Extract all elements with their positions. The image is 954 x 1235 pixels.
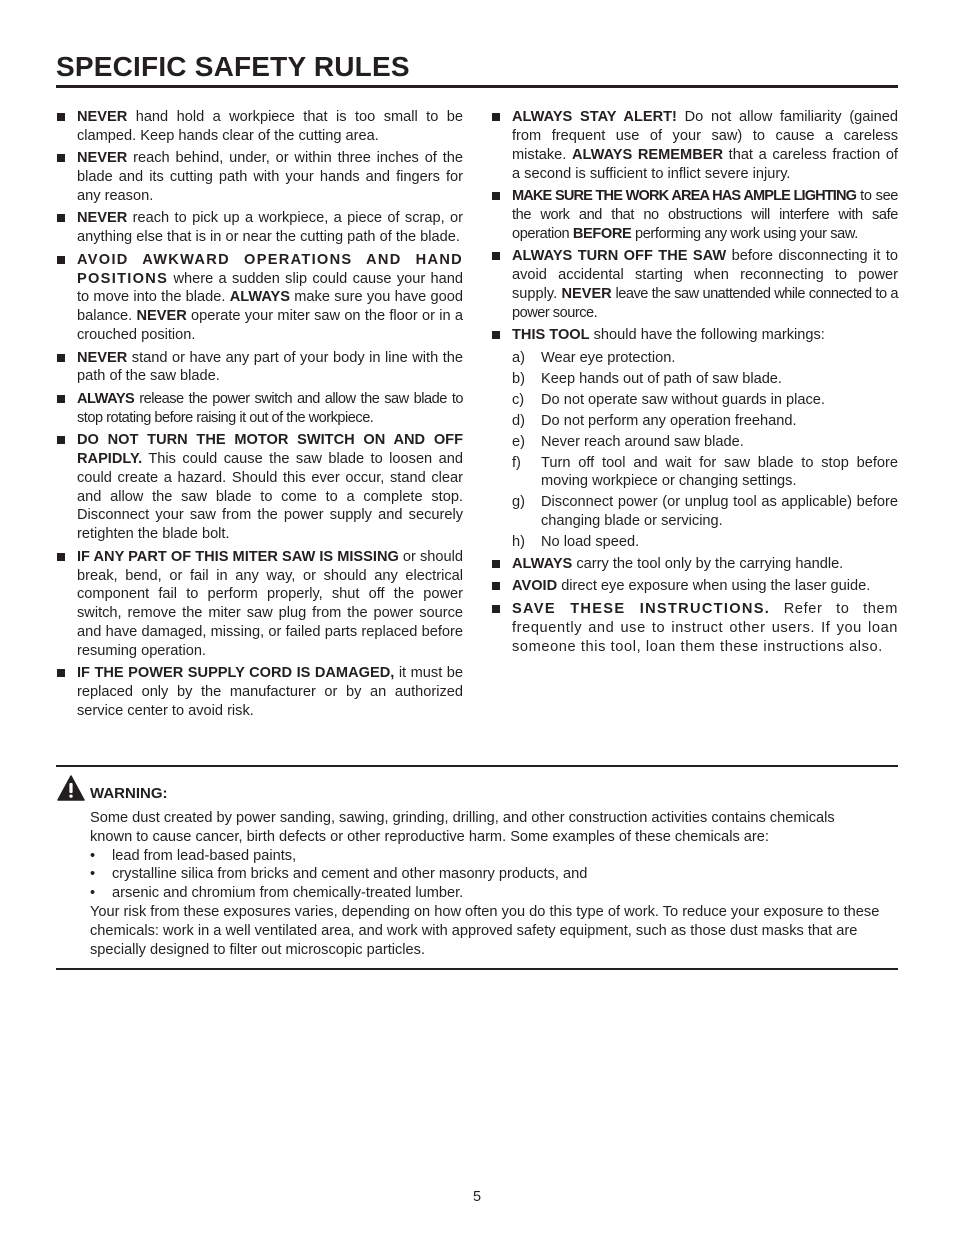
marking-text: Do not perform any operation freehand. xyxy=(541,412,797,429)
rule-text: leave the saw unattended while connected to a power source. xyxy=(512,285,898,321)
rule-text: hand hold a workpiece that is too small to be clamped. Keep hands clear of the cutting area. xyxy=(77,109,463,144)
rule-lead: MAKE SURE THE WORK AREA HAS AMPLE LIGHTING xyxy=(512,187,857,204)
marking-label: g) xyxy=(512,494,525,511)
marking-label: a) xyxy=(512,349,525,366)
marking-item xyxy=(512,454,898,492)
rule-text: it must be replaced only by the manufacturer or by an authorized service center to avoid risk. xyxy=(77,665,463,720)
marking-text: Wear eye protection. xyxy=(541,349,676,366)
rule-text: performing any work using your saw. xyxy=(631,225,858,242)
rule-lead: THIS TOOL xyxy=(512,327,590,344)
rule-text: This could cause the saw blade to loosen and could create a hazard. Should this ever occur, stand clear and allow the saw blade to come to a complete stop. Disconnect your saw from the power supply and securely retighten the blade bolt. xyxy=(77,450,463,543)
rule-lead: SAVE THESE INSTRUCTIONS. xyxy=(512,600,771,617)
rule-item xyxy=(56,209,463,247)
rule-text: to see the work and that no obstructions will interfere with safe operation xyxy=(512,187,898,242)
marking-item xyxy=(512,533,898,552)
rule-lead-secondary: NEVER xyxy=(561,285,612,302)
markings-list xyxy=(491,349,898,552)
rule-item xyxy=(56,664,463,721)
square-bullet-icon xyxy=(57,154,65,162)
marking-text: No load speed. xyxy=(541,534,640,551)
rule-lead: AVOID AWKWARD OPERATIONS AND HAND POSITIONS xyxy=(77,251,463,287)
list-item xyxy=(90,865,880,884)
warning-intro: Some dust created by power sanding, sawing, grinding, drilling, and other construction activities contains chemicals known to cause cancer, birth defects or other reproductive harm. Some examples of these chemicals are: xyxy=(90,810,835,845)
warning-examples xyxy=(90,847,880,903)
square-bullet-icon xyxy=(492,560,500,568)
marking-item xyxy=(512,433,898,452)
rule-item xyxy=(491,247,898,322)
rule-text: reach behind, under, or within three inches of the blade and its cutting path with your hands and fingers for any reason. xyxy=(77,150,463,204)
marking-text: Disconnect power (or unplug tool as applicable) before changing blade or servicing. xyxy=(541,494,898,530)
square-bullet-icon xyxy=(492,582,500,590)
marking-item xyxy=(512,493,898,531)
rule-lead: DO NOT TURN THE MOTOR SWITCH ON AND OFF RAPIDLY. xyxy=(77,432,463,467)
rule-item xyxy=(56,149,463,206)
rule-text: carry the tool only by the carrying handle. xyxy=(572,556,844,572)
rule-item xyxy=(491,555,898,574)
bullet-dot-icon: • xyxy=(90,847,96,864)
rule-item xyxy=(56,349,463,387)
rule-text: before disconnecting it to avoid accidental starting when reconnecting to power supply. xyxy=(512,248,898,302)
rule-item xyxy=(56,548,463,661)
square-bullet-icon xyxy=(57,669,65,677)
warning-label: WARNING: xyxy=(90,785,168,802)
page-title: SPECIFIC SAFETY RULES xyxy=(56,51,410,82)
example-text: arsenic and chromium from chemically-treated lumber. xyxy=(112,885,464,902)
warning-top-rule xyxy=(56,765,898,767)
square-bullet-icon xyxy=(492,331,500,339)
marking-text: Do not operate saw without guards in place. xyxy=(541,391,825,408)
marking-text: Never reach around saw blade. xyxy=(541,433,744,450)
rule-lead: IF THE POWER SUPPLY CORD IS DAMAGED, xyxy=(77,665,395,682)
marking-label: e) xyxy=(512,433,525,450)
square-bullet-icon xyxy=(57,113,65,121)
rule-text: Do not allow familiarity (gained from frequent use of your saw) to cause a careless mistake. xyxy=(512,109,899,163)
right-column xyxy=(491,108,898,660)
rule-item xyxy=(56,108,463,146)
rule-item xyxy=(491,600,898,657)
square-bullet-icon xyxy=(492,605,500,613)
marking-item xyxy=(512,391,898,410)
marking-label: f) xyxy=(512,454,521,471)
rule-lead-secondary: BEFORE xyxy=(572,225,632,242)
rule-item xyxy=(491,577,898,596)
marking-label: c) xyxy=(512,391,525,408)
rule-lead: NEVER xyxy=(77,210,128,227)
rule-lead: NEVER xyxy=(77,150,128,167)
rule-text: stand or have any part of your body in line with the path of the saw blade. xyxy=(77,349,463,385)
rule-text: should have the following markings: xyxy=(589,327,825,344)
marking-label: h) xyxy=(512,534,525,551)
rule-text: or should break, bend, or fail in any way, or should any electrical component fail to perform properly, shut off the power switch, remove the miter saw plug from the power source and have damaged, missing, or failed parts replaced before resuming operation. xyxy=(77,548,463,659)
list-item xyxy=(90,884,880,903)
rule-lead: ALWAYS xyxy=(512,556,573,572)
square-bullet-icon xyxy=(492,113,500,121)
warning-bottom-rule xyxy=(56,968,898,970)
warning-outro: Your risk from these exposures varies, depending on how often you do this type of work. To reduce your exposure to these chemicals: work in a well ventilated area, and work with approved safety equipment, such as those dust masks that are specially designed to filter out microscopic particles. xyxy=(90,903,880,958)
example-text: lead from lead-based paints, xyxy=(112,847,297,864)
rule-text: direct eye exposure when using the laser guide. xyxy=(557,578,871,595)
bullet-dot-icon: • xyxy=(90,866,96,883)
rule-text: reach to pick up a workpiece, a piece of scrap, or anything else that is in or near the cutting path of the blade. xyxy=(77,210,463,246)
rule-item xyxy=(491,326,898,345)
marking-item xyxy=(512,412,898,431)
marking-text: Keep hands out of path of saw blade. xyxy=(541,370,782,387)
bullet-dot-icon: • xyxy=(90,885,96,902)
rule-lead: ALWAYS TURN OFF THE SAW xyxy=(512,248,727,265)
square-bullet-icon xyxy=(57,256,65,264)
example-text: crystalline silica from bricks and cement and other masonry products, and xyxy=(112,866,588,883)
rule-lead: IF ANY PART OF THIS MITER SAW IS MISSING xyxy=(77,548,399,565)
square-bullet-icon xyxy=(492,252,500,260)
square-bullet-icon xyxy=(57,395,65,403)
rule-text: Refer to them frequently and use to instruct other users. If you loan someone this tool, loan them these instructions also. xyxy=(512,600,898,655)
rule-item xyxy=(56,390,463,428)
marking-item xyxy=(512,370,898,389)
rule-text: release the power switch and allow the saw blade to stop rotating before raising it out of the workpiece. xyxy=(77,390,463,426)
square-bullet-icon xyxy=(57,214,65,222)
rule-text: operate your miter saw on the floor or in a crouched position. xyxy=(77,308,463,344)
warning-body xyxy=(90,809,880,959)
marking-item xyxy=(512,349,898,368)
rule-item xyxy=(491,187,898,244)
rule-lead-tertiary: NEVER xyxy=(136,308,187,325)
rule-lead: ALWAYS STAY ALERT! xyxy=(512,109,677,125)
square-bullet-icon xyxy=(57,436,65,444)
title-rule xyxy=(56,85,898,88)
rule-lead: NEVER xyxy=(77,109,128,125)
square-bullet-icon xyxy=(492,192,500,200)
rule-text: that a careless fraction of a second is sufficient to inflict severe injury. xyxy=(512,146,898,182)
marking-label: b) xyxy=(512,370,525,387)
marking-label: d) xyxy=(512,412,525,429)
rule-text: where a sudden slip could cause your hand to move into the blade. xyxy=(77,270,463,306)
rule-lead: AVOID xyxy=(512,578,558,595)
warning-triangle-icon xyxy=(57,775,85,801)
square-bullet-icon xyxy=(57,354,65,362)
rule-lead-secondary: ALWAYS xyxy=(229,289,290,306)
rule-item xyxy=(491,108,898,183)
rule-lead: NEVER xyxy=(77,349,128,366)
left-column xyxy=(56,108,463,725)
square-bullet-icon xyxy=(57,553,65,561)
rule-text: make sure you have good balance. xyxy=(77,289,463,325)
page-number: 5 xyxy=(472,1189,482,1205)
marking-text: Turn off tool and wait for saw blade to stop before moving workpiece or changing settings. xyxy=(541,454,898,490)
rule-lead: ALWAYS xyxy=(77,390,135,407)
rule-item xyxy=(56,431,463,544)
rule-lead-secondary: ALWAYS REMEMBER xyxy=(571,146,724,163)
list-item xyxy=(90,847,880,866)
rule-item xyxy=(56,251,463,345)
